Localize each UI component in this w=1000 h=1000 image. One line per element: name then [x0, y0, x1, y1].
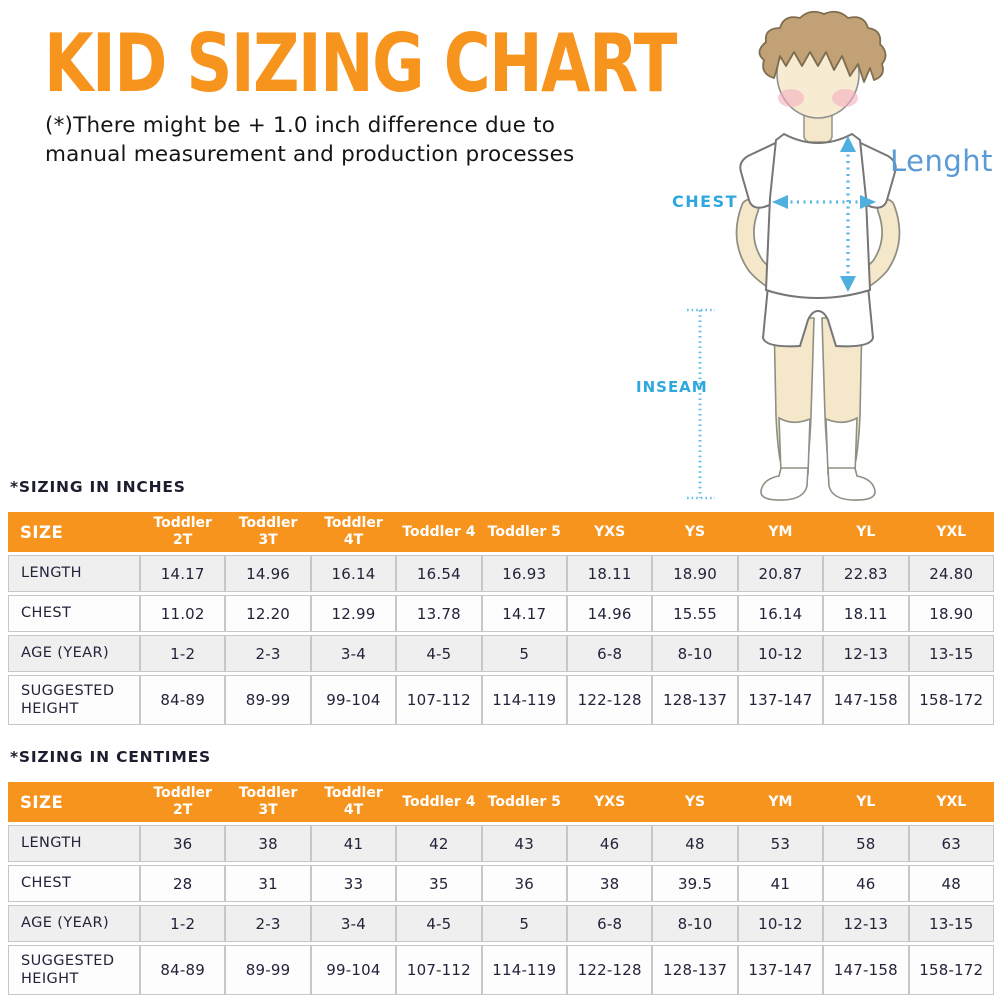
column-header-toddler-4: Toddler 4	[396, 512, 481, 552]
value-cell: 122-128	[567, 945, 652, 995]
sizing-table-inches	[8, 509, 994, 728]
chest-measure-label: CHEST	[672, 192, 738, 211]
value-cell: 147-158	[823, 945, 908, 995]
disclaimer-line-1: (*)There might be + 1.0 inch difference due to	[45, 113, 556, 138]
table-row-age-year	[8, 905, 994, 942]
value-cell: 39.5	[652, 865, 737, 902]
value-cell: 128-137	[652, 945, 737, 995]
sizing-table-centimes	[8, 779, 994, 998]
value-cell: 3-4	[311, 905, 396, 942]
value-cell: 18.11	[567, 555, 652, 592]
inseam-measure-label: INSEAM	[636, 378, 708, 396]
disclaimer-line-2: manual measurement and production processes	[45, 141, 575, 167]
row-label-chest: CHEST	[8, 595, 140, 632]
value-cell: 42	[396, 825, 481, 862]
value-cell: 5	[482, 905, 567, 942]
value-cell: 63	[909, 825, 994, 862]
value-cell: 89-99	[225, 945, 310, 995]
value-cell: 8-10	[652, 635, 737, 672]
table-row-age-year	[8, 635, 994, 672]
value-cell: 16.14	[311, 555, 396, 592]
value-cell: 137-147	[738, 945, 823, 995]
value-cell: 2-3	[225, 635, 310, 672]
value-cell: 12-13	[823, 635, 908, 672]
row-label-age-year: AGE (YEAR)	[8, 635, 140, 672]
value-cell: 107-112	[396, 945, 481, 995]
value-cell: 2-3	[225, 905, 310, 942]
value-cell: 147-158	[823, 675, 908, 725]
size-column-header: SIZE	[8, 782, 140, 822]
column-header-toddler-5: Toddler 5	[482, 512, 567, 552]
value-cell: 53	[738, 825, 823, 862]
table-row-suggested-height	[8, 675, 994, 725]
value-cell: 114-119	[482, 675, 567, 725]
value-cell: 84-89	[140, 675, 225, 725]
value-cell: 18.11	[823, 595, 908, 632]
value-cell: 3-4	[311, 635, 396, 672]
value-cell: 36	[482, 865, 567, 902]
value-cell: 46	[823, 865, 908, 902]
kid-measurement-illustration	[630, 8, 1000, 510]
value-cell: 14.17	[482, 595, 567, 632]
value-cell: 16.93	[482, 555, 567, 592]
value-cell: 158-172	[909, 945, 994, 995]
value-cell: 58	[823, 825, 908, 862]
inches-section-title: *SIZING IN INCHES	[10, 478, 186, 496]
value-cell: 18.90	[652, 555, 737, 592]
value-cell: 6-8	[567, 905, 652, 942]
column-header-ym: YM	[738, 782, 823, 822]
value-cell: 22.83	[823, 555, 908, 592]
value-cell: 1-2	[140, 635, 225, 672]
table-row-suggested-height	[8, 945, 994, 995]
value-cell: 89-99	[225, 675, 310, 725]
sizing-in-centimes-section	[8, 748, 994, 998]
value-cell: 14.96	[225, 555, 310, 592]
value-cell: 15.55	[652, 595, 737, 632]
value-cell: 48	[909, 865, 994, 902]
column-header-yxl: YXL	[909, 782, 994, 822]
value-cell: 33	[311, 865, 396, 902]
value-cell: 114-119	[482, 945, 567, 995]
value-cell: 18.90	[909, 595, 994, 632]
value-cell: 16.14	[738, 595, 823, 632]
value-cell: 41	[311, 825, 396, 862]
value-cell: 16.54	[396, 555, 481, 592]
value-cell: 13-15	[909, 905, 994, 942]
column-header-toddler-4: Toddler 4	[396, 782, 481, 822]
column-header-ym: YM	[738, 512, 823, 552]
value-cell: 35	[396, 865, 481, 902]
value-cell: 128-137	[652, 675, 737, 725]
column-header-toddler-4t: Toddler 4T	[311, 512, 396, 552]
value-cell: 38	[225, 825, 310, 862]
table-row-chest	[8, 595, 994, 632]
value-cell: 8-10	[652, 905, 737, 942]
length-measure-label: Lenght	[890, 144, 994, 178]
value-cell: 122-128	[567, 675, 652, 725]
value-cell: 13-15	[909, 635, 994, 672]
value-cell: 46	[567, 825, 652, 862]
header-row	[8, 782, 994, 822]
value-cell: 137-147	[738, 675, 823, 725]
column-header-yl: YL	[823, 512, 908, 552]
value-cell: 12.99	[311, 595, 396, 632]
row-label-length: LENGTH	[8, 555, 140, 592]
sizing-in-inches-section	[8, 478, 994, 728]
page-title: KID SIZING CHART	[44, 17, 676, 110]
column-header-toddler-3t: Toddler 3T	[225, 512, 310, 552]
centimes-section-title: *SIZING IN CENTIMES	[10, 748, 211, 766]
column-header-toddler-2t: Toddler 2T	[140, 512, 225, 552]
value-cell: 11.02	[140, 595, 225, 632]
disclaimer-text	[45, 112, 574, 170]
value-cell: 43	[482, 825, 567, 862]
value-cell: 99-104	[311, 675, 396, 725]
column-header-toddler-2t: Toddler 2T	[140, 782, 225, 822]
table-row-length	[8, 555, 994, 592]
value-cell: 107-112	[396, 675, 481, 725]
value-cell: 84-89	[140, 945, 225, 995]
column-header-yl: YL	[823, 782, 908, 822]
column-header-toddler-5: Toddler 5	[482, 782, 567, 822]
value-cell: 158-172	[909, 675, 994, 725]
value-cell: 20.87	[738, 555, 823, 592]
column-header-toddler-4t: Toddler 4T	[311, 782, 396, 822]
value-cell: 4-5	[396, 905, 481, 942]
row-label-suggested-height: SUGGESTED HEIGHT	[8, 945, 140, 995]
column-header-toddler-3t: Toddler 3T	[225, 782, 310, 822]
value-cell: 99-104	[311, 945, 396, 995]
value-cell: 13.78	[396, 595, 481, 632]
header-row	[8, 512, 994, 552]
size-column-header: SIZE	[8, 512, 140, 552]
value-cell: 14.17	[140, 555, 225, 592]
kid-figure-drawing	[630, 8, 1000, 510]
value-cell: 10-12	[738, 905, 823, 942]
row-label-suggested-height: SUGGESTED HEIGHT	[8, 675, 140, 725]
column-header-yxs: YXS	[567, 512, 652, 552]
value-cell: 36	[140, 825, 225, 862]
column-header-ys: YS	[652, 512, 737, 552]
column-header-ys: YS	[652, 782, 737, 822]
column-header-yxs: YXS	[567, 782, 652, 822]
table-row-length	[8, 825, 994, 862]
column-header-yxl: YXL	[909, 512, 994, 552]
value-cell: 41	[738, 865, 823, 902]
value-cell: 5	[482, 635, 567, 672]
row-label-chest: CHEST	[8, 865, 140, 902]
table-row-chest	[8, 865, 994, 902]
value-cell: 24.80	[909, 555, 994, 592]
value-cell: 48	[652, 825, 737, 862]
value-cell: 31	[225, 865, 310, 902]
row-label-length: LENGTH	[8, 825, 140, 862]
value-cell: 4-5	[396, 635, 481, 672]
value-cell: 14.96	[567, 595, 652, 632]
value-cell: 28	[140, 865, 225, 902]
value-cell: 12-13	[823, 905, 908, 942]
value-cell: 12.20	[225, 595, 310, 632]
value-cell: 10-12	[738, 635, 823, 672]
value-cell: 6-8	[567, 635, 652, 672]
value-cell: 38	[567, 865, 652, 902]
value-cell: 1-2	[140, 905, 225, 942]
row-label-age-year: AGE (YEAR)	[8, 905, 140, 942]
